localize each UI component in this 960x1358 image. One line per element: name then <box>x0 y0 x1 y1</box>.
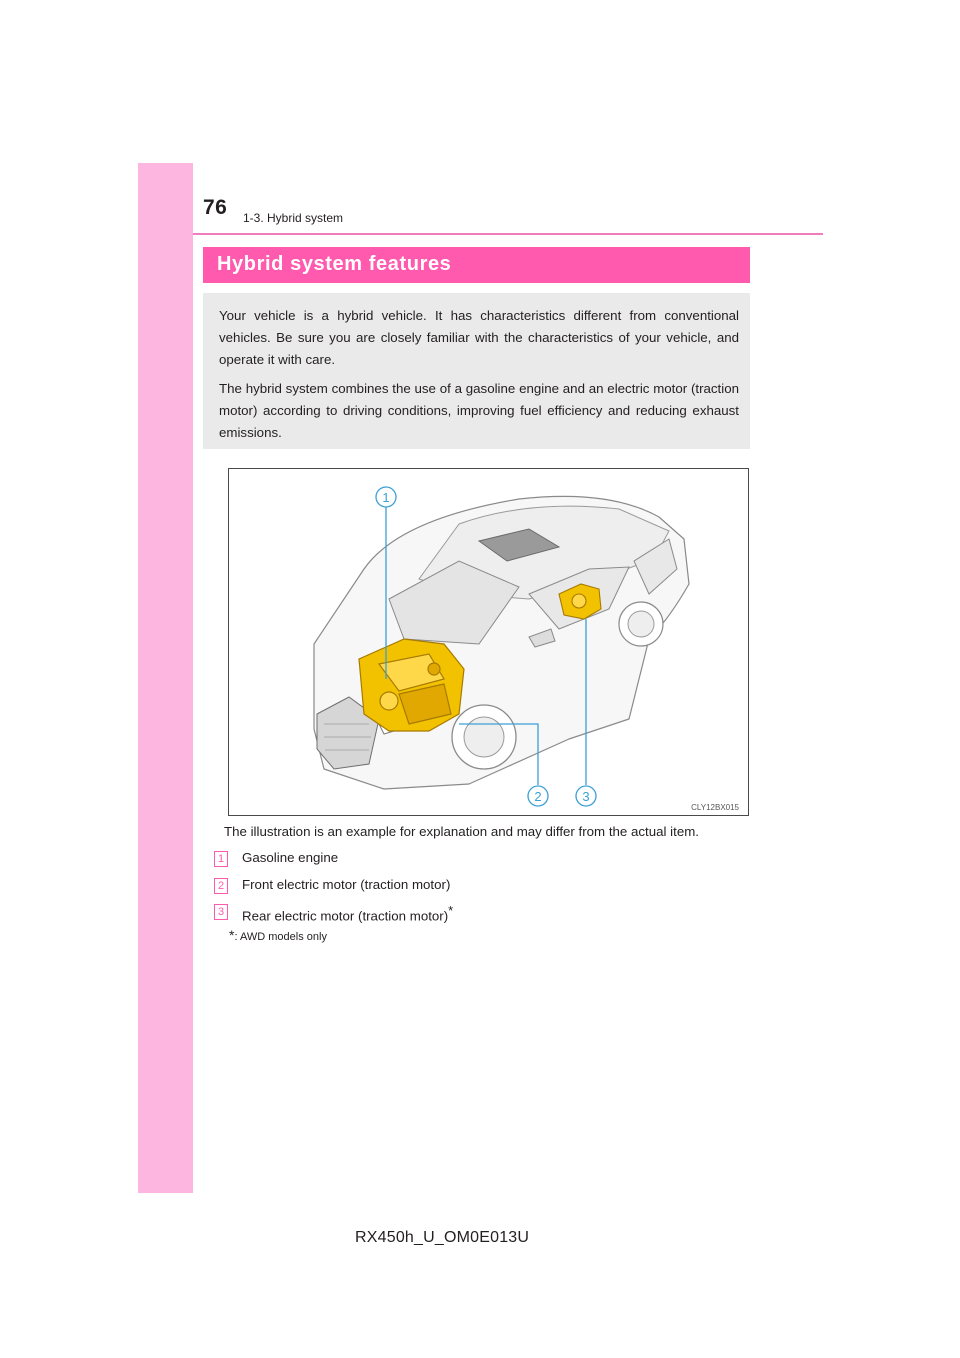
intro-paragraph-1: Your vehicle is a hybrid vehicle. It has characteristics different from conventional vehicles. Be sure you are closely familiar with the characteristics of your vehicle, and operate it with care. <box>219 308 739 367</box>
footnote <box>229 927 327 943</box>
footnote-marker: * <box>448 903 454 918</box>
illustration-caption: The illustration is an example for explanation and may differ from the actual item. <box>224 824 699 839</box>
legend-label: Front electric motor (traction motor) <box>242 877 451 892</box>
callout-3: 3 <box>582 789 590 804</box>
section-title: Hybrid system features <box>217 253 452 275</box>
vehicle-illustration <box>228 468 749 816</box>
gasoline-engine-graphic <box>359 639 464 731</box>
page-number: 76 <box>203 196 228 219</box>
document-code: RX450h_U_OM0E013U <box>355 1229 530 1246</box>
legend-number: 2 <box>214 878 228 894</box>
section-header: 1-3. Hybrid system <box>243 211 344 225</box>
footnote-text: : AWD models only <box>234 931 327 943</box>
callout-1: 1 <box>382 490 390 505</box>
callout-2: 2 <box>534 789 542 804</box>
legend-label: Gasoline engine <box>242 850 339 865</box>
header-divider <box>193 233 823 235</box>
footnote-star: * <box>229 927 235 943</box>
hybrid-components-diagram <box>229 469 748 815</box>
side-tab-band <box>138 163 193 1193</box>
section-title-bar <box>203 247 750 283</box>
intro-box <box>203 293 750 449</box>
intro-paragraph-2: The hybrid system combines the use of a gasoline engine and an electric motor (traction motor) according to driving conditions, improving fuel efficiency and reducing exhaust emissions. <box>219 381 739 440</box>
illustration-code: CLY12BX015 <box>691 803 739 812</box>
legend-label: Rear electric motor (traction motor)* <box>242 903 454 924</box>
legend-number: 1 <box>214 851 228 867</box>
legend-number: 3 <box>214 904 228 920</box>
